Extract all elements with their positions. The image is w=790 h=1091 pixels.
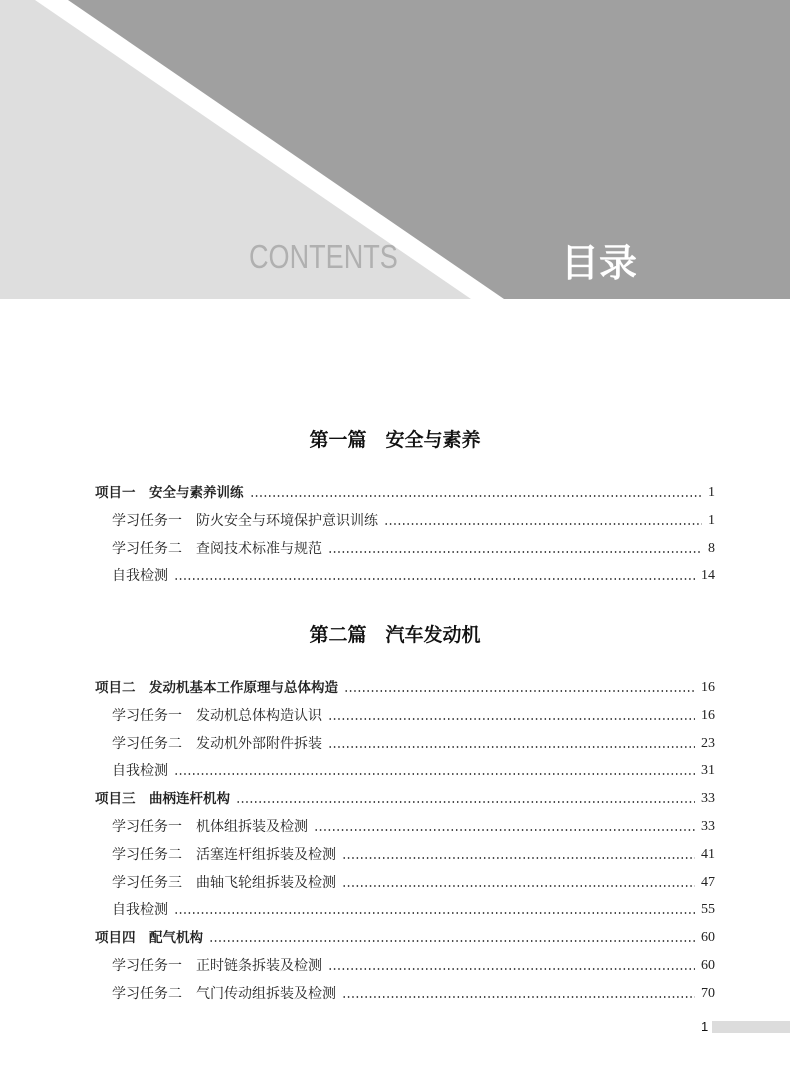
toc-task-entry[interactable] [112,816,715,836]
dot-leader [236,800,695,804]
dot-leader [250,494,703,498]
dot-leader [342,856,695,860]
entry-title: 学习任务一 正时链条拆装及检测 [112,958,322,974]
toc-task-entry[interactable] [112,955,715,975]
part-heading: 第一篇 安全与素养 [309,429,481,451]
entry-page: 16 [701,707,715,723]
toc-task-entry[interactable] [112,899,715,919]
toc-task-entry[interactable] [112,760,715,780]
toc-task-entry[interactable] [112,705,715,725]
part-heading: 第二篇 汽车发动机 [309,624,481,646]
entry-title: 学习任务三 曲轴飞轮组拆装及检测 [112,874,336,891]
footer-bar [712,1021,790,1033]
entry-title: 学习任务一 发动机总体构造认识 [112,707,322,724]
entry-page: 70 [701,985,715,1001]
toc-task-entry[interactable] [112,538,715,558]
dot-leader [328,550,702,554]
entry-title: 学习任务二 查阅技术标准与规范 [112,540,322,557]
toc-task-entry[interactable] [112,733,715,753]
entry-title: 项目一 安全与素养训练 [95,485,244,501]
dot-leader [174,772,695,776]
toc-task-entry[interactable] [112,872,715,892]
toc-project-entry[interactable] [95,677,715,697]
dot-leader [328,745,695,749]
entry-page: 14 [701,568,715,584]
entry-title: 学习任务二 气门传动组拆装及检测 [112,985,336,1002]
entry-page: 33 [701,791,715,807]
entry-page: 1 [708,512,715,528]
dot-leader [174,577,695,581]
toc-project-entry[interactable] [95,482,715,502]
toc-project-entry[interactable] [95,788,715,808]
dot-leader [328,967,695,971]
entry-page: 60 [701,930,715,946]
entry-page: 1 [708,485,715,500]
toc-task-entry[interactable] [112,565,715,585]
dot-leader [342,884,695,888]
toc-task-entry[interactable] [112,844,715,864]
dot-leader [344,689,695,693]
entry-page: 16 [701,680,715,695]
dot-leader [209,939,695,943]
dot-leader [328,717,695,721]
entry-page: 8 [708,540,715,556]
entry-title: 学习任务一 机体组拆装及检测 [112,819,308,835]
contents-label: CONTENTS [249,238,398,275]
dot-leader [314,828,695,832]
entry-title: 项目三 曲柄连杆机构 [95,791,230,808]
toc-project-entry[interactable] [95,927,715,947]
entry-title: 自我检测 [112,902,168,919]
entry-page: 31 [701,763,715,779]
dot-leader [174,911,695,915]
page-title: 目录 [561,241,638,285]
entry-page: 23 [701,735,715,751]
dot-leader [342,995,695,999]
toc-task-entry[interactable] [112,983,715,1003]
entry-title: 学习任务二 活塞连杆组拆装及检测 [112,846,336,863]
entry-page: 41 [701,846,715,862]
entry-page: 55 [701,902,715,918]
entry-title: 项目四 配气机构 [95,930,203,947]
entry-title: 自我检测 [112,763,168,780]
page-number: 1 [701,1019,709,1034]
toc-task-entry[interactable] [112,510,715,530]
dot-leader [384,522,702,526]
entry-title: 学习任务二 发动机外部附件拆装 [112,735,322,752]
entry-title: 项目二 发动机基本工作原理与总体构造 [95,680,338,696]
entry-page: 60 [701,958,715,973]
entry-page: 47 [701,874,715,890]
entry-page: 33 [701,819,715,834]
entry-title: 自我检测 [112,568,168,585]
entry-title: 学习任务一 防火安全与环境保护意识训练 [112,512,378,529]
